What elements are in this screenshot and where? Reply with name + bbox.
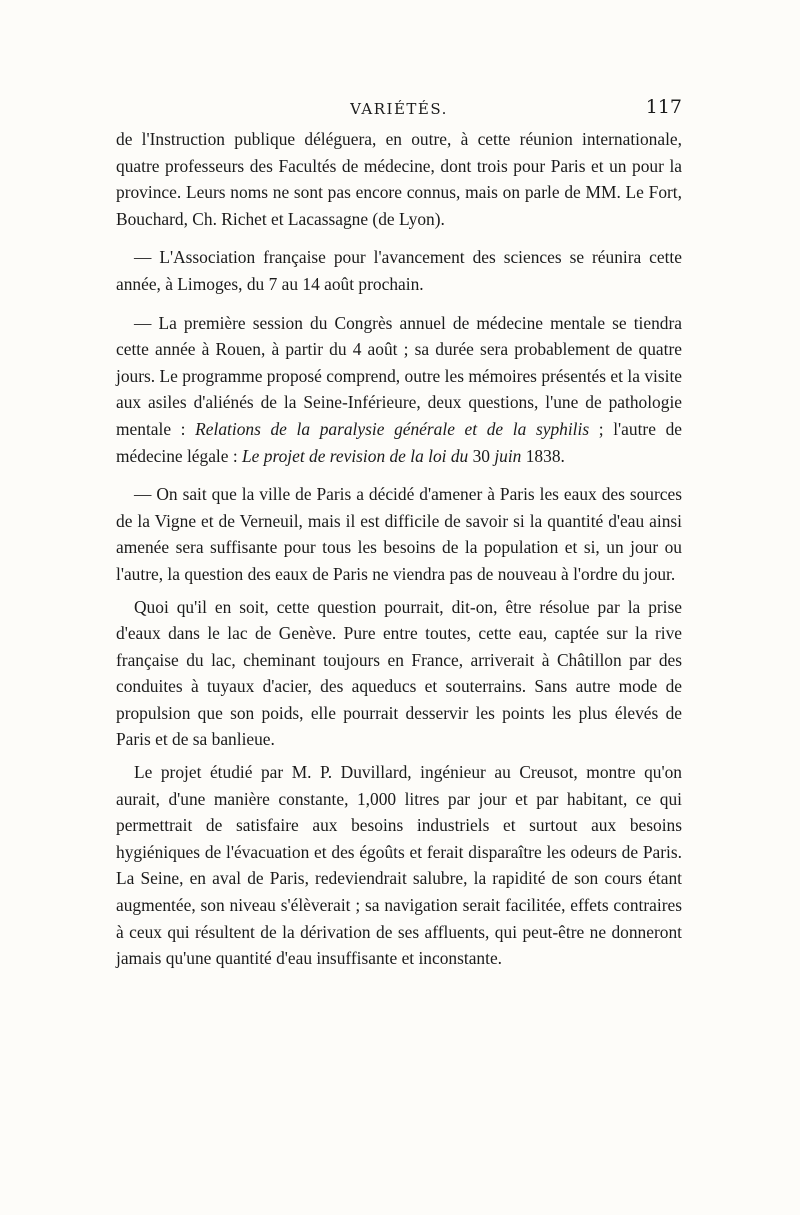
paragraph-projet-duvillard: Le projet étudié par M. P. Duvillard, ingénieur au Creusot, montre qu'on aurait, d'une manière constante, 1,000 litres par jour et par habitant, ce qui permettrait de satisfaire aux besoins industriels et surtout aux besoins hygiéniques de l'évacuation et des égoûts et ferait disparaître les odeurs de Paris. La Seine, en aval de Paris, redeviendrait salubre, la rapidité de son cours étant augmentée, son niveau s'élèverait ; sa navigation serait facilitée, effets contraires à ceux qui résultent de la dérivation de ses affluents, qui peut-être ne donneront jamais qu'une quantité d'eau insuffisante et inconstante. — [116, 762, 682, 969]
paragraph-association-francaise: — L'Association française pour l'avancement des sciences se réunira cette année, à Limoges, du 7 au 14 août prochain. — [116, 247, 682, 294]
paragraph-congres-medecine-mentale — [116, 310, 682, 470]
page-header — [116, 96, 682, 126]
body-text — [116, 126, 682, 972]
paragraph-lac-de-geneve: Quoi qu'il en soit, cette question pourrait, dit-on, être résolue par la prise d'eaux dans le lac de Genève. Pure entre toutes, cette eau, captée sur la rive française du lac, cheminant toujours en France, arriverait à Châtillon par des conduites à tuyaux d'acier, des aqueducs et souterrains. Sans autre mode de propulsion que son poids, elle pourrait desservir les points les plus élevés de Paris et de sa banlieue. — [116, 596, 682, 750]
running-head: VARIÉTÉS. — [350, 100, 448, 118]
page-number: 117 — [645, 96, 682, 118]
paragraph-eaux-de-paris: — On sait que la ville de Paris a décidé d'amener à Paris les eaux des sources de la Vigne et de Verneuil, mais il est difficile de savoir si la quantité d'eau ainsi amenée sera suffisante pour tous les besoins de la population et si, un jour ou l'autre, la question des eaux de Paris ne viendra pas de nouveau à l'ordre du jour. — [116, 484, 682, 584]
italic-title: juin — [494, 445, 522, 466]
paragraph-text: 1838. — [521, 445, 565, 466]
paragraph-text: — La première session du Congrès annuel de médecine mentale se tiendra cette année à Rouen, à partir du 4 août ; sa durée sera probablement de quatre jours. Le programme proposé comprend, outre les mémoires présentés et la visite aux asiles d'aliénés de la Seine-Inférieure, deux questions, l'une de pathologie mentale : — [116, 312, 682, 439]
paragraph-instruction-publique: de l'Instruction publique déléguera, en outre, à cette réunion internationale, quatre professeurs des Facultés de médecine, dont trois pour Paris et un pour la province. Leurs noms ne sont pas encore connus, mais on parle de MM. Le Fort, Bouchard, Ch. Richet et Lacassagne (de Lyon). — [116, 129, 682, 229]
paragraph-text: ; l'autre de médecine légale : — [116, 418, 682, 466]
paragraph-text: 30 — [468, 445, 495, 466]
italic-title: Relations de la paralysie générale et de la syphilis — [195, 418, 590, 439]
italic-title: Le projet de revision de la loi du — [242, 445, 469, 466]
